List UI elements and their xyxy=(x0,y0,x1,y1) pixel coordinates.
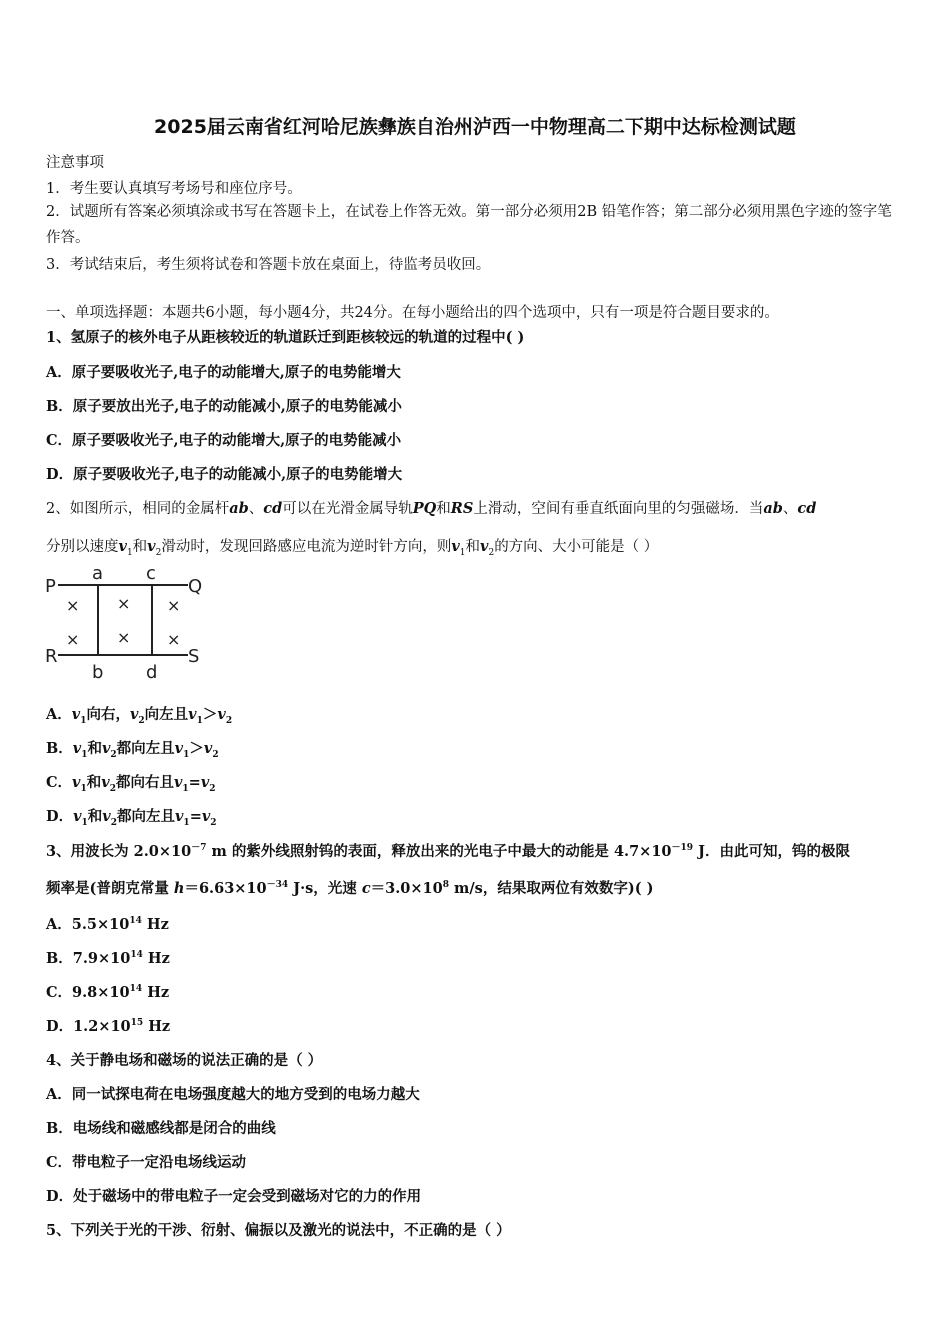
label-p: P xyxy=(45,576,56,597)
q3-option-a: A．$5.5\times 10^{14}$ Hz xyxy=(46,916,169,933)
section-heading: 一、单项选择题：本题共6小题，每小题4分，共24分。在每小题给出的四个选项中，只有一项是符合题目要求的。 xyxy=(46,305,779,321)
q1-option-b: B．原子要放出光子,电子的动能减小,原子的电势能减小 xyxy=(46,398,402,415)
q2-stem-line1: 2、如图所示，相同的金属杆ab、cd可以在光滑金属导轨PQ和RS上滑动，空间有垂直纸面向里的匀强磁场．当ab、cd xyxy=(46,500,817,517)
q3-stem-line1: 3、用波长为 $2.0\times 10^{-7}$ m 的紫外线照射钨的表面，释放出来的光电子中最大的动能是 $4.7\times 10^{-19}$ J．由此可知，钨的极限 xyxy=(46,843,850,860)
q5-stem: 5、下列关于光的干涉、衍射、偏振以及激光的说法中，不正确的是（ ） xyxy=(46,1222,511,1239)
q3-option-d: D．$1.2\times 10^{15}$ Hz xyxy=(46,1018,171,1035)
q1-stem: 1、氢原子的核外电子从距核较近的轨道跃迁到距核较远的轨道的过程中( ) xyxy=(46,329,525,346)
label-r: R xyxy=(45,646,58,667)
q4-option-a: A．同一试探电荷在电场强度越大的地方受到的电场力越大 xyxy=(46,1086,420,1103)
field-mark: × xyxy=(117,628,131,647)
field-mark: × xyxy=(167,630,181,649)
q2-option-a: A．$v_1$向右，$v_2$向左且$v_1>v_2$ xyxy=(46,706,233,726)
label-d: d xyxy=(146,662,158,683)
notice-item-3: 3．考试结束后，考生须将试卷和答题卡放在桌面上，待监考员收回。 xyxy=(46,257,491,273)
q4-option-c: C．带电粒子一定沿电场线运动 xyxy=(46,1154,247,1171)
notice-item-2: 2．试题所有答案必须填涂或书写在答题卡上，在试卷上作答无效。第一部分必须用2B 铅笔作答；第二部分必须用黑色字迹的签字笔作答。 xyxy=(46,204,892,246)
q2-option-b: B．$v_1$和$v_2$都向左且$v_1>v_2$ xyxy=(46,740,219,760)
notice-heading: 注意事项 xyxy=(46,155,104,171)
label-a: a xyxy=(92,563,104,584)
q4-option-b: B．电场线和磁感线都是闭合的曲线 xyxy=(46,1120,276,1137)
page-title: 2025届云南省红河哈尼族彝族自治州泸西一中物理高二下期中达标检测试题 xyxy=(154,116,796,138)
q4-option-d: D．处于磁场中的带电粒子一定会受到磁场对它的力的作用 xyxy=(46,1188,422,1205)
q1-option-c: C．原子要吸收光子,电子的动能增大,原子的电势能减小 xyxy=(46,432,402,449)
field-mark: × xyxy=(66,630,80,649)
q3-stem-line2: 频率是(普朗克常量 $h=6.63\times 10^{-34}$ J·s，光速 $c=3.0\times 10^8$ m/s，结果取两位有效数字)( ) xyxy=(46,880,654,897)
field-mark: × xyxy=(66,596,80,615)
q3-option-b: B．$7.9\times 10^{14}$ Hz xyxy=(46,950,170,967)
q1-option-a: A．原子要吸收光子,电子的动能增大,原子的电势能增大 xyxy=(46,364,401,381)
field-mark: × xyxy=(167,596,181,615)
q3-option-c: C．$9.8\times 10^{14}$ Hz xyxy=(46,984,170,1001)
q1-option-d: D．原子要吸收光子,电子的动能减小,原子的电势能增大 xyxy=(46,466,403,483)
notice-item-1: 1．考生要认真填写考场号和座位序号。 xyxy=(46,181,302,197)
label-s: S xyxy=(188,646,200,667)
q4-stem: 4、关于静电场和磁场的说法正确的是（ ） xyxy=(46,1052,323,1069)
label-b: b xyxy=(92,662,104,683)
q2-option-c: C．$v_1$和$v_2$都向右且$v_1=v_2$ xyxy=(46,774,216,794)
field-mark: × xyxy=(117,594,131,613)
q2-option-d: D．$v_1$和$v_2$都向左且$v_1=v_2$ xyxy=(46,808,217,828)
rail-circuit-figure xyxy=(42,560,212,690)
label-c: c xyxy=(146,563,156,584)
q2-stem-line2: 分别以速度$v_1$和$v_2$滑动时，发现回路感应电流为逆时针方向，则$v_1$和$v_2$的方向、大小可能是（ ） xyxy=(46,538,659,558)
label-q: Q xyxy=(188,576,203,597)
